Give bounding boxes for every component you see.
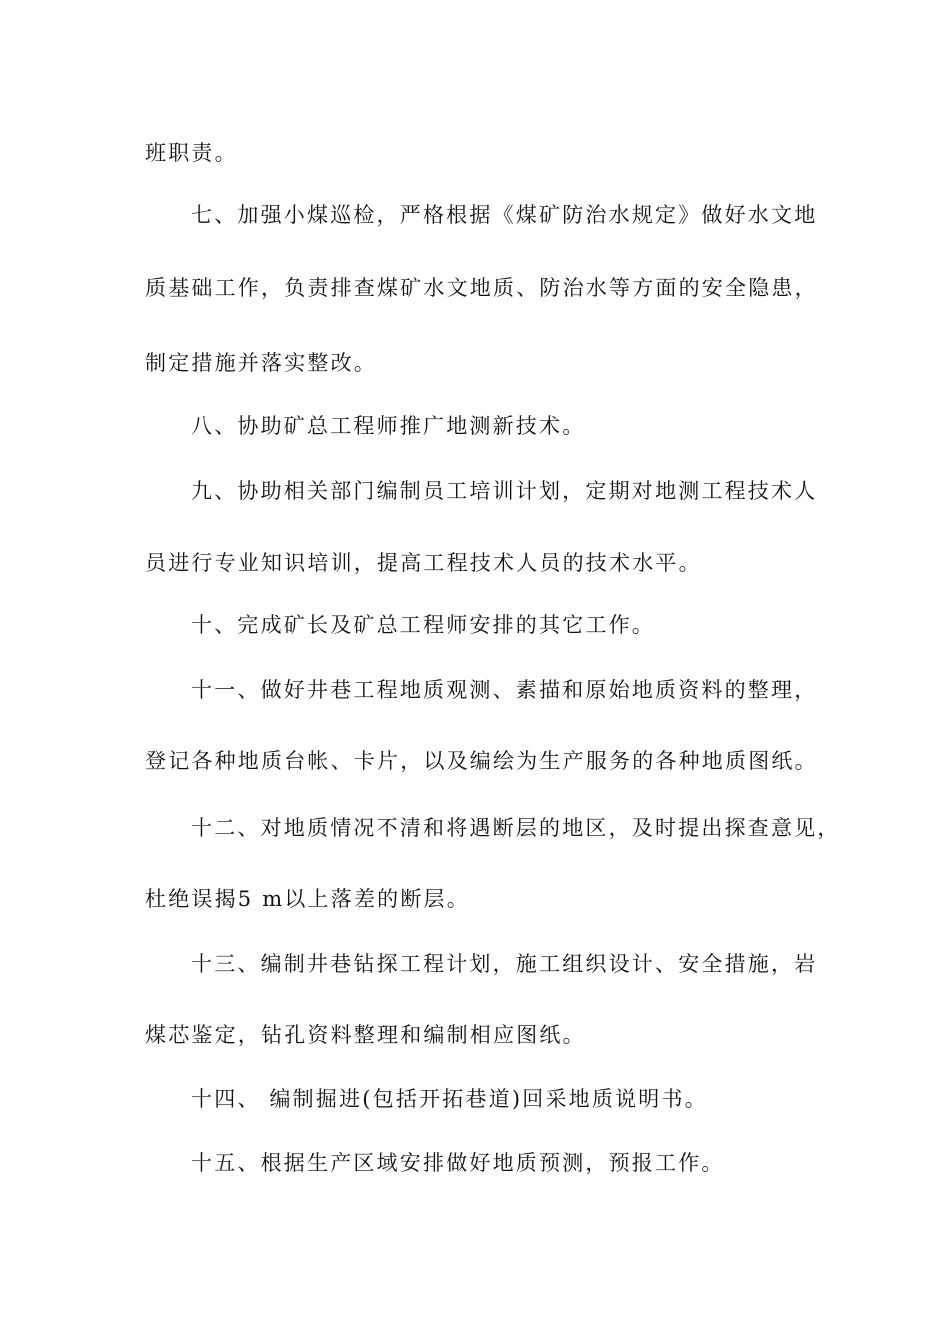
text-line-9: 十一、做好井巷工程地质观测、素描和原始地质资料的整理， [191, 678, 818, 702]
text-line-11: 十二、对地质情况不清和将遇断层的地区，及时提出探查意见， [191, 816, 841, 840]
text-line-6: 九、协助相关部门编制员工培训计划，定期对地测工程技术人 [191, 479, 818, 503]
text-line-5: 八、协助矿总工程师推广地测新技术。 [191, 414, 586, 438]
text-line-2: 七、加强小煤巡检，严格根据《煤矿防治水规定》做好水文地 [191, 203, 818, 227]
text-line-8: 十、完成矿长及矿总工程师安排的其它工作。 [191, 613, 655, 637]
text-line-13: 十三、编制井巷钻探工程计划，施工组织设计、安全措施，岩 [191, 952, 818, 976]
text-line-16: 十五、根据生产区域安排做好地质预测，预报工作。 [191, 1151, 725, 1175]
text-line-12: 杜绝误揭5 m以上落差的断层。 [145, 887, 470, 911]
text-line-7: 员进行专业知识培训，提高工程技术人员的技术水平。 [145, 551, 702, 575]
text-line-1: 班职责。 [145, 141, 238, 165]
text-line-3: 质基础工作，负责排查煤矿水文地质、防治水等方面的安全隐患， [145, 276, 818, 300]
text-line-4: 制定措施并落实整改。 [145, 351, 377, 375]
text-line-14: 煤芯鉴定，钻孔资料整理和编制相应图纸。 [145, 1023, 586, 1047]
text-line-15: 十四、 编制掘进(包括开拓巷道)回采地质说明书。 [191, 1087, 708, 1111]
text-line-10: 登记各种地质台帐、卡片，以及编绘为生产服务的各种地质图纸。 [145, 749, 818, 773]
